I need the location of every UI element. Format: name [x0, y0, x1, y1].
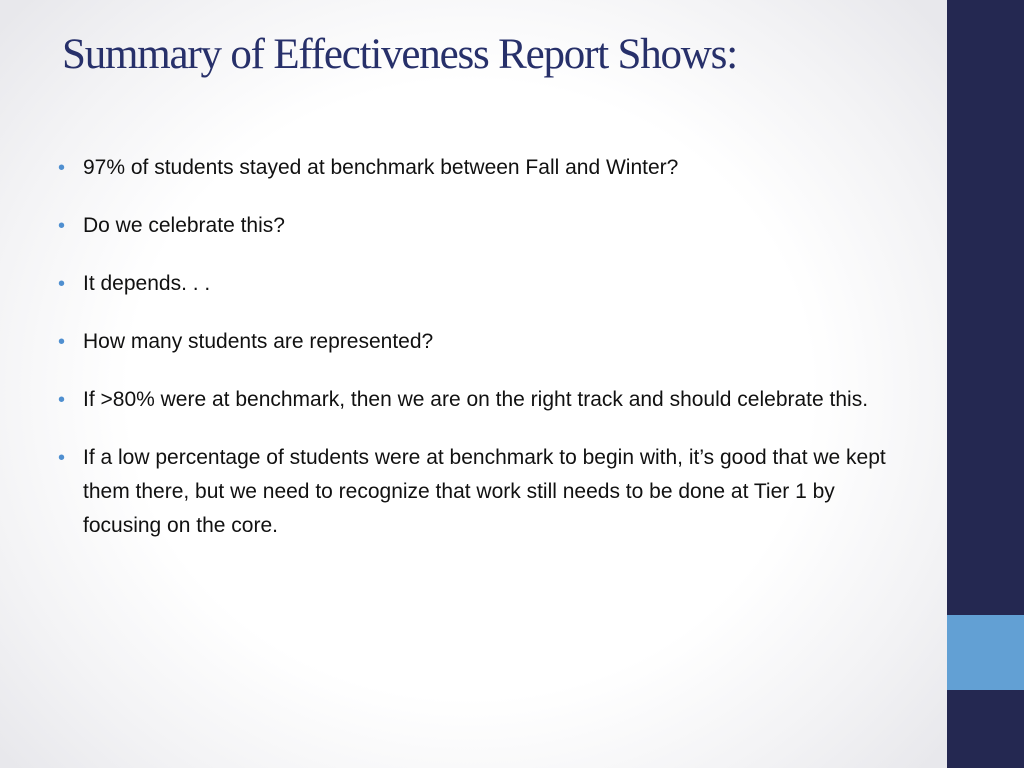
bullet-list [58, 151, 908, 567]
slide-title: Summary of Effectiveness Report Shows: [62, 31, 737, 78]
bullet-item [58, 209, 908, 243]
bullet-marker: • [58, 273, 66, 295]
bullet-text: If a low percentage of students were at benchmark to begin with, it’s good that we kept them there, but we need to recognize that work still needs to be done at Tier 1 by focusing on the core. [83, 446, 886, 537]
bullet-text: Do we celebrate this? [83, 214, 285, 237]
bullet-marker: • [58, 389, 66, 411]
bullet-item [58, 325, 908, 359]
bullet-marker: • [58, 447, 66, 469]
bullet-item [58, 441, 908, 543]
bullet-item [58, 383, 908, 417]
sidebar-accent-block [947, 615, 1024, 690]
bullet-marker: • [58, 157, 66, 179]
bullet-text: If >80% were at benchmark, then we are on the right track and should celebrate this. [83, 388, 869, 411]
bullet-text: It depends. . . [83, 272, 211, 295]
bullet-marker: • [58, 331, 66, 353]
bullet-item [58, 151, 908, 185]
bullet-item [58, 267, 908, 301]
bullet-text: 97% of students stayed at benchmark between Fall and Winter? [83, 156, 679, 179]
bullet-marker: • [58, 215, 66, 237]
bullet-text: How many students are represented? [83, 330, 434, 353]
